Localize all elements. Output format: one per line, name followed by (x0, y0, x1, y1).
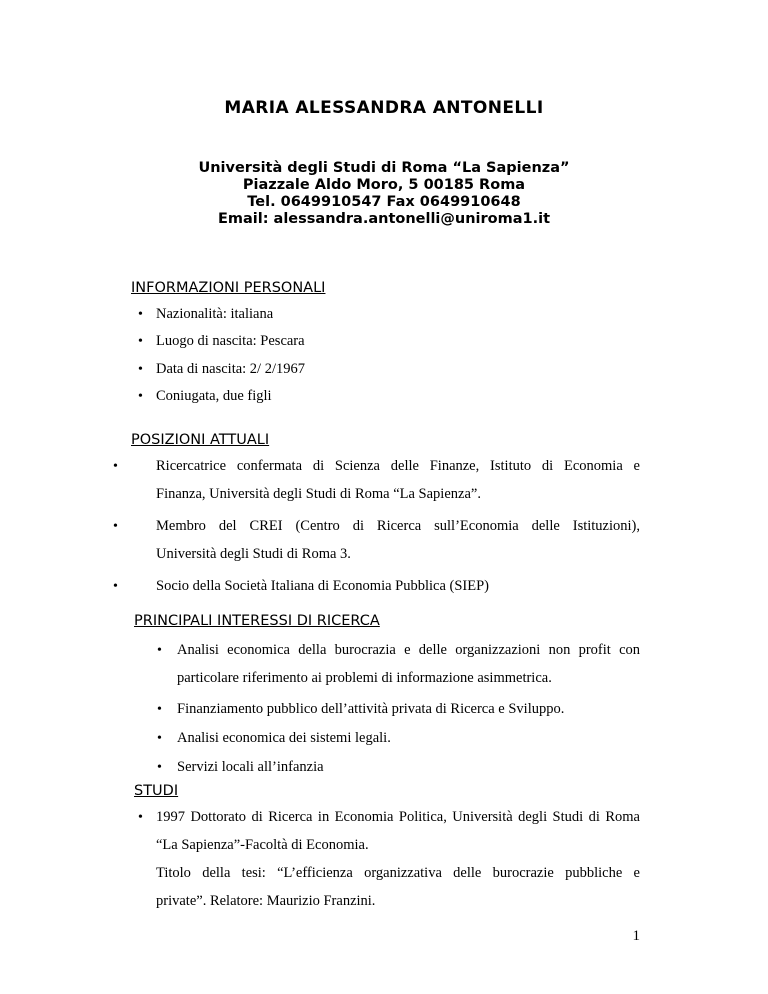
personal-item: Data di nascita: 2/ 2/1967 (156, 361, 305, 377)
position-item-line: Membro del CREI (Centro di Ricerca sull’Economia delle Istituzioni), (156, 518, 640, 534)
bullet-icon: • (157, 643, 162, 658)
bullet-icon: • (157, 760, 162, 775)
affiliation-email: Email: alessandra.antonelli@uniroma1.it (217, 211, 551, 227)
studies-line: 1997 Dottorato di Ricerca in Economia Politica, Università degli Studi di Roma (156, 809, 640, 825)
bullet-icon: • (113, 519, 118, 534)
bullet-icon: • (138, 362, 143, 377)
bullet-icon: • (113, 579, 118, 594)
bullet-icon: • (138, 334, 143, 349)
position-item-line: Università degli Studi di Roma 3. (156, 546, 351, 562)
position-item: Socio della Società Italiana di Economia Pubblica (SIEP) (156, 578, 490, 594)
research-item: Servizi locali all’infanzia (177, 759, 324, 775)
research-item: Analisi economica dei sistemi legali. (177, 730, 391, 746)
section-heading-studies: STUDI (134, 783, 179, 799)
section-heading-positions: POSIZIONI ATTUALI (131, 432, 270, 448)
bullet-icon: • (138, 307, 143, 322)
bullet-icon: • (157, 731, 162, 746)
research-item-line: Analisi economica della burocrazia e delle organizzazioni non profit con (177, 642, 640, 658)
research-item-line: particolare riferimento ai problemi di informazione asimmetrica. (177, 670, 552, 686)
document-title: MARIA ALESSANDRA ANTONELLI (224, 98, 544, 118)
bullet-icon: • (113, 459, 118, 474)
bullet-icon: • (138, 389, 143, 404)
studies-line: “La Sapienza”-Facoltà di Economia. (156, 837, 369, 853)
bullet-icon: • (157, 702, 162, 717)
personal-item: Nazionalità: italiana (156, 306, 274, 322)
personal-item: Luogo di nascita: Pescara (156, 333, 305, 349)
position-item-line: Ricercatrice confermata di Scienza delle Finanze, Istituto di Economia e (156, 458, 640, 474)
research-item: Finanziamento pubblico dell’attività privata di Ricerca e Sviluppo. (177, 701, 565, 717)
personal-item: Coniugata, due figli (156, 388, 272, 404)
bullet-icon: • (138, 810, 143, 825)
section-heading-personal: INFORMAZIONI PERSONALI (131, 280, 326, 296)
studies-line: private”. Relatore: Maurizio Franzini. (156, 893, 376, 909)
affiliation-address: Piazzale Aldo Moro, 5 00185 Roma (242, 177, 526, 193)
page-number: 1 (632, 928, 640, 944)
affiliation-university: Università degli Studi di Roma “La Sapienza” (198, 160, 570, 176)
position-item-line: Finanza, Università degli Studi di Roma “La Sapienza”. (156, 486, 481, 502)
section-heading-research: PRINCIPALI INTERESSI DI RICERCA (134, 613, 380, 629)
studies-line: Titolo della tesi: “L’efficienza organizzativa delle burocrazie pubbliche e (156, 865, 640, 881)
affiliation-phone-fax: Tel. 0649910547 Fax 0649910648 (247, 194, 521, 210)
